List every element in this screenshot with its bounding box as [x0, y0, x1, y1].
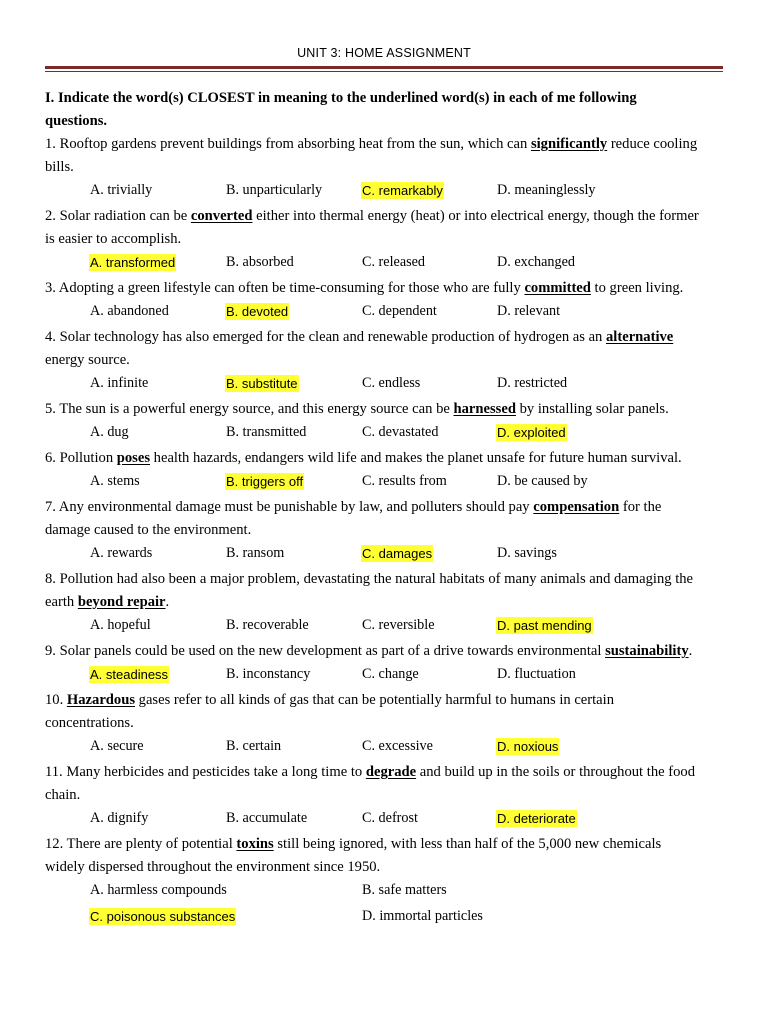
option[interactable]: A. secure	[90, 738, 144, 754]
options-row	[45, 905, 725, 931]
section-instruction: I. Indicate the word(s) CLOSEST in meaning to the underlined word(s) in each of me following	[45, 90, 637, 106]
key-word: harnessed	[453, 401, 516, 417]
option[interactable]: C. excessive	[362, 738, 433, 754]
option[interactable]: C. dependent	[362, 303, 437, 319]
question-3: 3. Adopting a green lifestyle can often be time-consuming for those who are fully committed to green living. A. abandoned B. devoted C. dependent D. relevant	[45, 277, 725, 326]
option[interactable]: D. exchanged	[497, 254, 575, 270]
options-row	[45, 179, 725, 205]
option[interactable]: C. devastated	[362, 424, 439, 440]
options-row	[45, 542, 725, 568]
option-answer[interactable]: B. triggers off	[226, 474, 304, 489]
question-12: 12. There are plenty of potential toxins still being ignored, with less than half of the 5,000 new chemicals widely dispersed throughout the environment since 1950. A. harmless compounds B. safe matters C. poisonous substances D. immortal particles	[45, 833, 725, 931]
question-11: 11. Many herbicides and pesticides take a long time to degrade and build up in the soils or throughout the food chain. A. dignify B. accumulate C. defrost D. deteriorate	[45, 761, 725, 833]
question-4: 4. Solar technology has also emerged for the clean and renewable production of hydrogen as an alternative energy source. A. infinite B. substitute C. endless D. restricted	[45, 326, 725, 398]
option[interactable]: A. trivially	[90, 182, 153, 198]
options-row	[45, 807, 725, 833]
option-answer[interactable]: D. past mending	[497, 618, 592, 633]
key-word: sustainability	[605, 643, 689, 659]
option[interactable]: B. transmitted	[226, 424, 307, 440]
options-row	[45, 300, 725, 326]
key-word: committed	[524, 280, 591, 296]
option[interactable]: B. safe matters	[362, 882, 447, 898]
option[interactable]: C. released	[362, 254, 426, 270]
key-word: degrade	[365, 764, 417, 780]
option-answer[interactable]: C. damages	[362, 546, 433, 561]
key-word: beyond repair	[77, 594, 166, 610]
options-row	[45, 663, 725, 689]
option[interactable]: D. fluctuation	[497, 666, 576, 682]
options-row	[45, 470, 725, 496]
question-2: 2. Solar radiation can be converted either into thermal energy (heat) or into electrical energy, though the former is easier to accomplish. A. transformed B. absorbed C. released D. exchanged	[45, 205, 725, 277]
option-answer[interactable]: B. devoted	[226, 304, 289, 319]
option-answer[interactable]: D. deteriorate	[497, 811, 576, 826]
option[interactable]: A. rewards	[90, 545, 153, 561]
question-9: 9. Solar panels could be used on the new development as part of a drive towards environmental sustainability. A. steadiness B. inconstancy C. change D. fluctuation	[45, 640, 725, 689]
key-word: poses	[116, 450, 151, 466]
option-answer[interactable]: D. noxious	[497, 739, 559, 754]
option[interactable]: D. immortal particles	[362, 908, 483, 924]
option[interactable]: A. dignify	[90, 810, 149, 826]
option[interactable]: A. harmless compounds	[90, 882, 227, 898]
page-header: UNIT 3: HOME ASSIGNMENT	[297, 46, 471, 60]
header-rule-thin	[45, 71, 723, 72]
option[interactable]: B. inconstancy	[226, 666, 311, 682]
options-row	[45, 614, 725, 640]
header-rule-thick	[45, 66, 723, 69]
option-answer[interactable]: A. steadiness	[90, 667, 169, 682]
option[interactable]: C. reversible	[362, 617, 435, 633]
option-answer[interactable]: D. exploited	[497, 425, 566, 440]
section-instruction-cont: questions.	[45, 113, 108, 129]
option[interactable]: A. infinite	[90, 375, 149, 391]
option-answer[interactable]: C. remarkably	[362, 183, 443, 198]
key-word: alternative	[606, 329, 674, 345]
option[interactable]: D. be caused by	[497, 473, 588, 489]
question-10: 10. Hazardous gases refer to all kinds of gas that can be potentially harmful to humans in certain concentrations. A. secure B. certain C. excessive D. noxious	[45, 689, 725, 761]
option[interactable]: B. accumulate	[226, 810, 308, 826]
question-6: 6. Pollution poses health hazards, endangers wild life and makes the planet unsafe for future human survival. A. stems B. triggers off C. results from D. be caused by	[45, 447, 725, 496]
option[interactable]: B. unparticularly	[226, 182, 323, 198]
assignment-body	[45, 87, 725, 931]
options-row	[45, 879, 725, 905]
option[interactable]: C. defrost	[362, 810, 418, 826]
question-1: 1. Rooftop gardens prevent buildings from absorbing heat from the sun, which can significantly reduce cooling bills. A. trivially B. unparticularly C. remarkably D. meaninglessly	[45, 133, 725, 205]
option[interactable]: D. savings	[497, 545, 557, 561]
options-row	[45, 735, 725, 761]
option[interactable]: A. abandoned	[90, 303, 169, 319]
option[interactable]: B. absorbed	[226, 254, 294, 270]
option-answer[interactable]: A. transformed	[90, 255, 176, 270]
key-word: Hazardous	[66, 692, 135, 708]
options-row	[45, 372, 725, 398]
option-answer[interactable]: C. poisonous substances	[90, 909, 236, 924]
option[interactable]: D. meaninglessly	[497, 182, 596, 198]
options-row	[45, 251, 725, 277]
option[interactable]: C. endless	[362, 375, 421, 391]
option[interactable]: C. change	[362, 666, 419, 682]
option[interactable]: B. certain	[226, 738, 282, 754]
option[interactable]: D. relevant	[497, 303, 561, 319]
option[interactable]: B. ransom	[226, 545, 285, 561]
options-row	[45, 421, 725, 447]
option[interactable]: A. hopeful	[90, 617, 151, 633]
key-word: converted	[190, 208, 253, 224]
key-word: compensation	[533, 499, 620, 515]
question-5: 5. The sun is a powerful energy source, and this energy source can be harnessed by installing solar panels. A. dug B. transmitted C. devastated D. exploited	[45, 398, 725, 447]
option[interactable]: C. results from	[362, 473, 447, 489]
option[interactable]: A. dug	[90, 424, 129, 440]
option[interactable]: A. stems	[90, 473, 140, 489]
key-word: toxins	[236, 836, 274, 852]
option[interactable]: B. recoverable	[226, 617, 309, 633]
option[interactable]: D. restricted	[497, 375, 568, 391]
question-7: 7. Any environmental damage must be punishable by law, and polluters should pay compensation for the damage caused to the environment. A. rewards B. ransom C. damages D. savings	[45, 496, 725, 568]
option-answer[interactable]: B. substitute	[226, 376, 298, 391]
key-word: significantly	[530, 136, 608, 152]
question-8: 8. Pollution had also been a major problem, devastating the natural habitats of many animals and damaging the earth beyond repair. A. hopeful B. recoverable C. reversible D. past mending	[45, 568, 725, 640]
